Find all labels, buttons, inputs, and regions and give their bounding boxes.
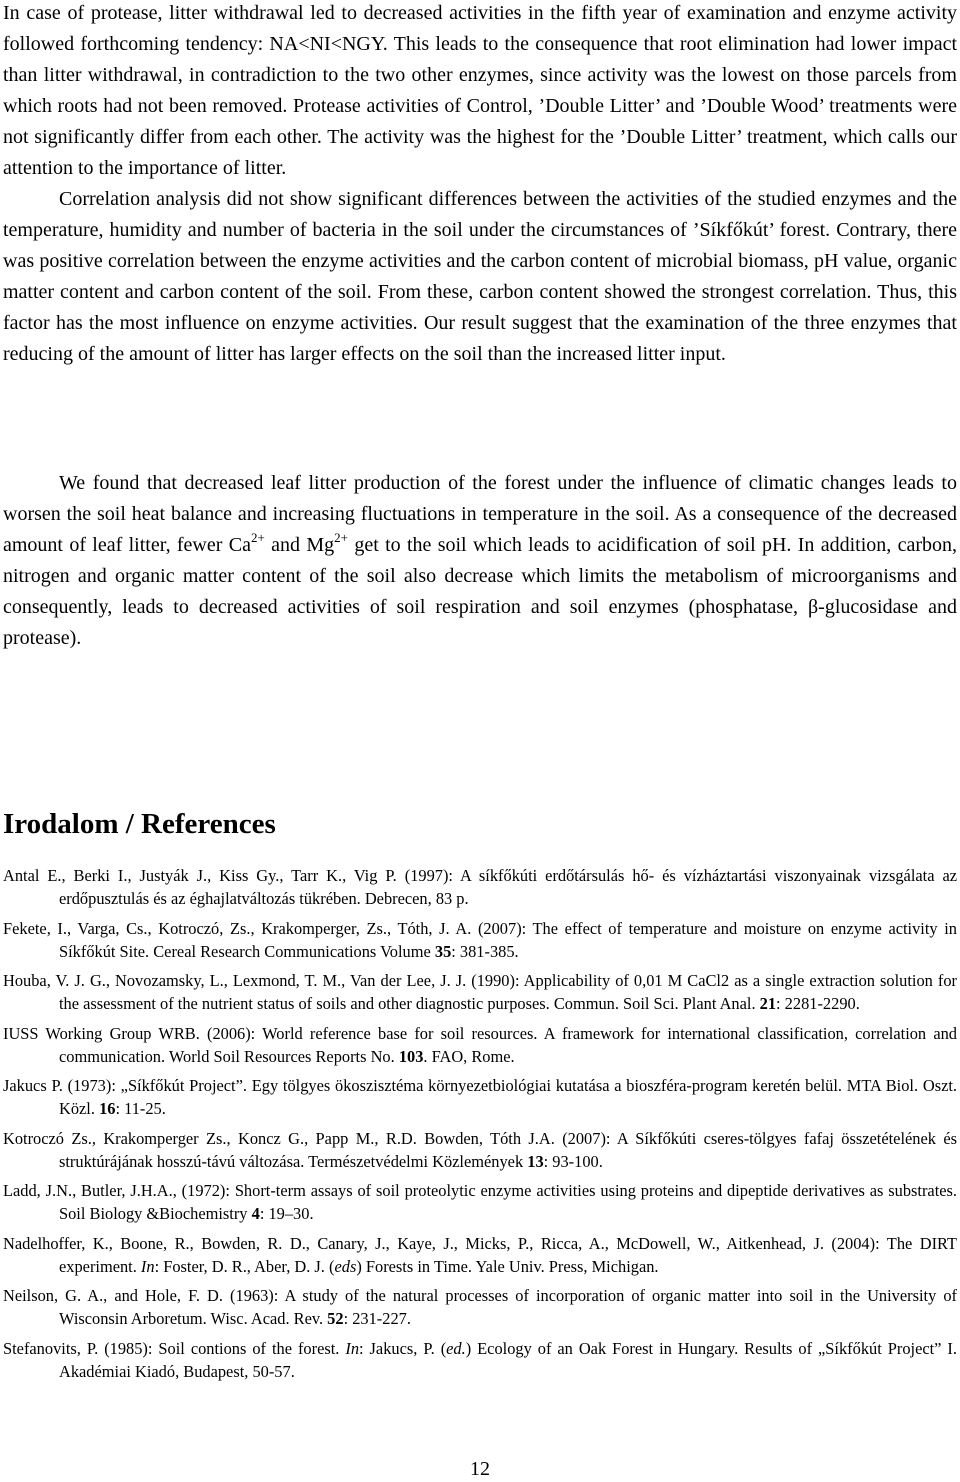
reference-item (3, 864, 957, 910)
reference-item (3, 1127, 957, 1173)
reference-source: ) Forests in Time. Yale Univ. Press, Michigan. (356, 1256, 659, 1276)
reference-text: Kotroczó Zs., Krakomperger Zs., Koncz G., Papp M., R.D. Bowden, Tóth J.A. (2007): A Síkfőkúti cseres-tölgyes fafaj összetételének és struktúrájának hosszú-távú változása. Természetvédelmi Közlemények (3, 1128, 957, 1171)
paragraph-protease: In case of protease, litter withdrawal led to decreased activities in the fifth year of examination and enzyme activity followed forthcoming tendency: NA<NI<NGY. This leads to the consequence that root elimination had lower impact than litter withdrawal, in contradiction to the two other enzymes, since activity was the lowest on those parcels from which roots had not been removed. Protease activities of Control, ’Double Litter’ and ’Double Wood’ treatments were not significantly differ from each other. The activity was the highest for the ’Double Litter’ treatment, which calls our attention to the importance of litter. (3, 2, 957, 179)
reference-text: IUSS Working Group WRB. (2006): World reference base for soil resources. A framework for international classification, correlation and communication. World Soil Resources Reports No. (3, 1023, 957, 1066)
reference-ed-marker: ed. (446, 1338, 466, 1358)
reference-item (3, 969, 957, 1015)
paragraph-correlation: Correlation analysis did not show significant differences between the activities of the studied enzymes and the temperature, humidity and number of bacteria in the soil under the circumstances of ’Síkfőkút’ forest. Contrary, there was positive correlation between the enzyme activities and the carbon content of microbial biomass, pH value, organic matter content and carbon content of the soil. From these, carbon content showed the strongest correlation. Thus, this factor has the most influence on enzyme activities. Our result suggest that the examination of the three enzymes that reducing of the amount of litter has larger effects on the soil than the increased litter input. (3, 188, 957, 365)
reference-item (3, 1022, 957, 1068)
results-discussion-text (3, 0, 957, 370)
reference-volume: 4 (251, 1204, 260, 1223)
reference-pages: : 381-385. (451, 941, 519, 961)
reference-in-marker: In (345, 1338, 360, 1358)
calcium-charge-superscript: 2+ (250, 530, 265, 545)
reference-editors: : Jakucs, P. ( (359, 1338, 447, 1358)
reference-text: Neilson, G. A., and Hole, F. D. (1963): A study of the natural processes of incorporation of organic matter into soil in the University of Wisconsin Arboretum. Wisc. Acad. Rev. (3, 1286, 957, 1328)
reference-pages: : 2281-2290. (776, 994, 860, 1013)
reference-volume: 52 (327, 1309, 344, 1328)
reference-pages: : 11-25. (115, 1099, 166, 1118)
reference-text: Stefanovits, P. (1985): Soil contions of the forest. (3, 1338, 346, 1358)
reference-item (3, 1074, 957, 1120)
reference-text: Fekete, I., Varga, Cs., Kotroczó, Zs., Krakomperger, Zs., Tóth, J. A. (2007): The effect of temperature and moisture on enzyme activity in Síkfőkút Site. Cereal Research Communications Volume (3, 918, 957, 961)
conclusion-part-2: and Mg (264, 534, 335, 556)
reference-source: ) Ecology of an Oak Forest in Hungary. Results of „Síkfőkút Project” I. Akadémiai Kiadó, Budapest, 50-57. (59, 1338, 957, 1381)
reference-text: Jakucs P. (1973): „Síkfőkút Project”. Egy tölgyes ökoszisztéma környezetbiológiai kutatása a bioszféra-program keretén belül. MTA Biol. Oszt. Közl. (3, 1076, 957, 1118)
reference-volume: 103 (398, 1046, 424, 1066)
reference-item (3, 917, 957, 963)
reference-volume: 35 (434, 941, 452, 961)
reference-volume: 13 (527, 1151, 544, 1171)
reference-item (3, 1179, 957, 1225)
reference-pages: : 19–30. (259, 1204, 314, 1223)
reference-list (3, 864, 957, 1389)
reference-text: Nadelhoffer, K., Boone, R., Bowden, R. D., Canary, J., Kaye, J., Micks, P., Ricca, A., McDowell, W., Aitkenhead, J. (2004): The DIRT experiment. (3, 1233, 957, 1276)
reference-volume: 21 (759, 994, 777, 1013)
reference-editors: : Foster, D. R., Aber, D. J. ( (154, 1256, 335, 1276)
reference-pages: . FAO, Rome. (423, 1046, 515, 1066)
reference-item (3, 1337, 957, 1383)
paragraph-conclusion (3, 468, 957, 654)
reference-text: Ladd, J.N., Butler, J.H.A., (1972): Short-term assays of soil proteolytic enzyme activities using proteins and dipeptide derivatives as substrates. Soil Biology &Biochemistry (3, 1181, 957, 1223)
reference-text: Houba, V. J. G., Novozamsky, L., Lexmond, T. M., Van der Lee, J. J. (1990): Applicability of 0,01 M CaCl2 as a single extraction solution for the assessment of the nutrient status of soils and other diagnostic purposes. Commun. Soil Sci. Plant Anal. (3, 971, 957, 1013)
conclusion-text (3, 468, 957, 654)
reference-pages: : 93-100. (543, 1151, 603, 1171)
reference-volume: 16 (99, 1099, 116, 1118)
magnesium-charge-superscript: 2+ (334, 530, 348, 545)
reference-eds-marker: eds (334, 1256, 357, 1276)
conclusion-part-1: We found that decreased leaf litter production of the forest under the influence of climatic changes leads to worsen the soil heat balance and increasing fluctuations in temperature in the soil. As a consequence of the decreased amount of leaf litter, fewer Ca (3, 472, 957, 556)
conclusion-part-3: get to the soil which leads to acidification of soil pH. In addition, carbon, nitrogen and organic matter content of the soil also decrease which limits the metabolism of microorganisms and consequently, leads to decreased activities of soil respiration and soil enzymes (phosphatase, β-glucosidase and protease). (3, 534, 957, 649)
reference-item (3, 1284, 957, 1330)
reference-in-marker: In (140, 1256, 155, 1276)
reference-item (3, 1232, 957, 1278)
reference-pages: : 231-227. (343, 1309, 411, 1328)
page-number: 12 (470, 1458, 490, 1480)
references-heading: Irodalom / References (3, 808, 276, 840)
reference-text: Antal E., Berki I., Justyák J., Kiss Gy., Tarr K., Vig P. (1997): A síkfőkúti erdőtársulás hő- és vízháztartási viszonyainak vizsgálata az erdőpusztulás és az éghajlatváltozás tükrében. Debrecen, 83 p. (3, 866, 957, 908)
